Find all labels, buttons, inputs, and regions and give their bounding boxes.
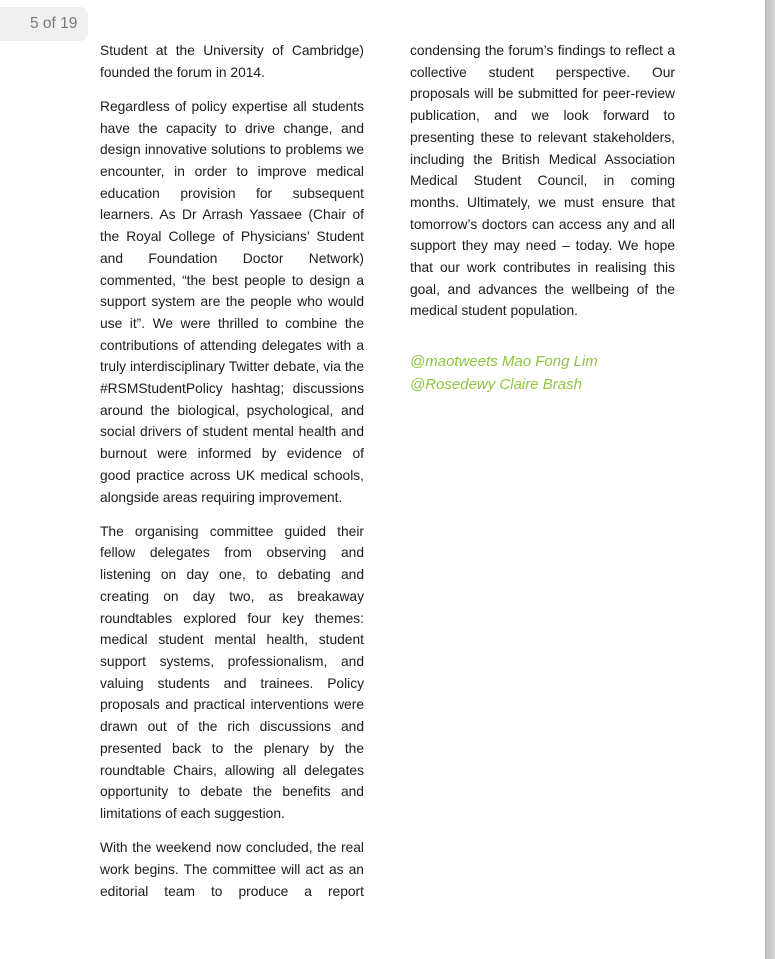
paragraph-condensing-findings: condensing the forum’s findings to reflect a collective student perspective. Our proposals will be submitted for peer-review publication, and we look forward to presenting these to relevant stakeholders, including the British Medical Association Medical Student Council, in coming months. Ultimately, we must ensure that tomorrow’s doctors can access any and all support they may need – today. We hope that our work contributes in realising this goal, and advances the wellbeing of the medical student population. xyxy=(410,43,675,319)
paragraph-policy-expertise: Regardless of policy expertise all students have the capacity to drive change, and design innovative solutions to problems we encounter, in order to improve medical education provision for subsequent learners. As Dr Arrash Yassaee (Chair of the Royal College of Physicians’ Student and Foundation Doctor Network) commented, “the best people to design a support system are the people who would use it”. We were thrilled to combine the contributions of attending delegates with a truly interdisciplinary Twitter debate, via the #RSMStudentPolicy hashtag; discussions around the biological, psychological, and social drivers of student mental health and burnout were informed by evidence of good practice across UK medical schools, alongside areas requiring improvement. xyxy=(100,98,364,505)
page-number-indicator: 5 of 19 xyxy=(0,7,88,41)
author-handle-mao-fong-lim[interactable]: @maotweets Mao Fong Lim xyxy=(410,353,598,371)
paragraph-founding: Student at the University of Cambridge) founded the forum in 2014. xyxy=(100,43,364,80)
right-text-column xyxy=(410,40,675,396)
author-handle-claire-brash[interactable]: @Rosedewy Claire Brash xyxy=(410,376,582,394)
left-text-column xyxy=(100,40,364,915)
author-handles xyxy=(410,350,675,396)
paragraph-weekend-concluded: With the weekend now concluded, the real work begins. The committee will act as an editorial team to produce a report xyxy=(100,840,364,899)
page-edge-shadow xyxy=(765,0,775,959)
paragraph-organising-committee: The organising committee guided their fellow delegates from observing and listening on day one, to debating and creating on day two, as breakaway roundtables explored four key themes: medical student mental health, student support systems, professionalism, and valuing students and trainees. Policy proposals and practical interventions were drawn out of the rich discussions and presented back to the plenary by the roundtable Chairs, allowing all delegates opportunity to debate the benefits and limitations of each suggestion. xyxy=(100,523,364,821)
